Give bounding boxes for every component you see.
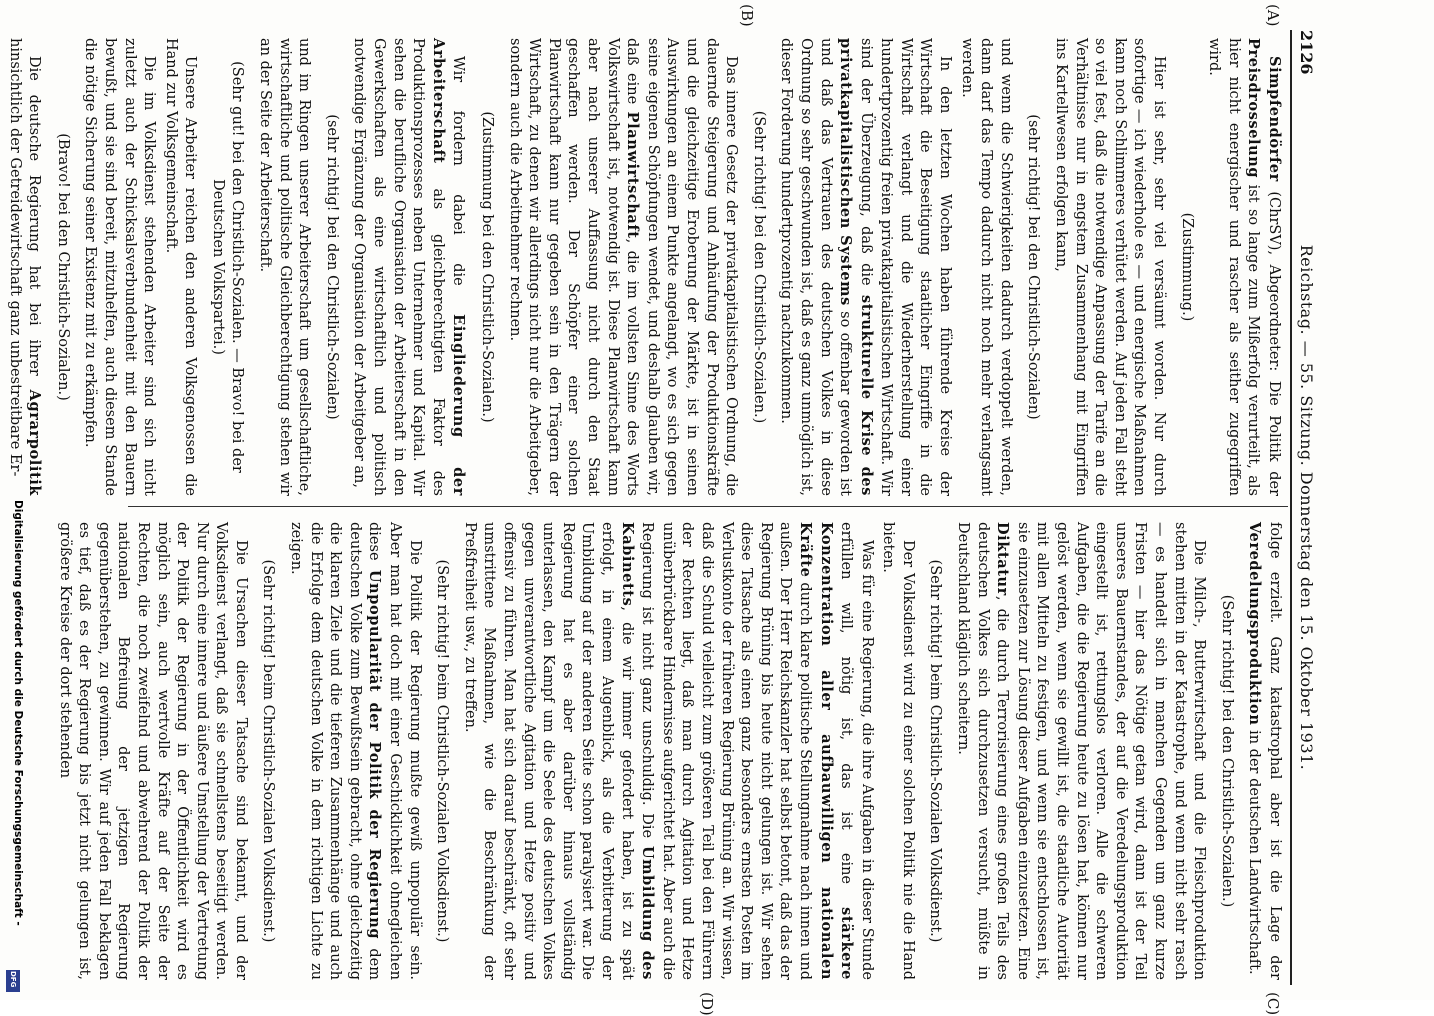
text: Was für eine Regierung, die ihre Aufgaben in dieser Stunde erfüllen will, nötig ist, das ist eine (838, 522, 875, 980)
text: , die durch Terrorisierung eines großen Teils des deutschen Volkes sich durchzusetzen versucht, müßte in Deutschland kläglich scheitern. (955, 522, 1011, 980)
interjection: (Sehr richtig! beim Christlich-Sozialen Volksdienst.) (927, 559, 944, 943)
interjection: (Sehr richtig! bei den Christlich-Sozialen.) (1218, 594, 1235, 908)
paragraph (349, 38, 469, 496)
interjection: (Bravo! bei den Christlich-Sozialen.) (54, 133, 71, 401)
interjection: (Zustimmung.) (1178, 212, 1195, 322)
text: ist so lange zum Mißerfolg verurteilt, als hier nicht energischer und rascher als seither zugegriffen wird. (1206, 38, 1262, 496)
text: Wir fordern dabei die (450, 56, 467, 315)
right-column (52, 522, 1284, 980)
text: durch klare politische Stellungnahme nach innen und außen. Der Herr Reichskanzler hat selbst betont, daß das der Regierung Brüning bis heute nicht gelungen ist. Wir sehen diese Tatsache als einen ganz besonders ernsten Posten im Verlustkonto der früheren Regierung Brüning an. Wir wissen, daß die Schuld vielleicht zum größeren Teil bei den Führern der Rechten liegt, daß man durch Agitation und Hetze unüberbrückbare Hindernisse aufgerichtet hat. Aber auch die Regierung ist nicht ganz unschuldig. Die (639, 522, 813, 980)
emphasis: Agrarpolitik (26, 389, 44, 496)
emphasis: Planwirtschaft (624, 111, 642, 239)
paragraph: und im Ringen unserer Arbeiterschaft um gesellschaftliche, wirtschaftliche und politische Gleichberechtigung stehen wir an der Seite der Arbeiterschaft. (257, 38, 313, 496)
emphasis: Unpopularität der Politik der Regierung (366, 569, 384, 940)
text: folge erzielt. Ganz katastrophal aber ist die Lage der (1267, 522, 1283, 980)
page-header (1294, 30, 1316, 985)
text: , die wir immer gefordert haben, ist zu spät erfolgt, in einem Augenblick, als die Verbitterung der Umbildung auf der anderen Seite schon paralysiert war. Die Regierung hat es aber darüber hinaus vollständig unterlassen, den Kampf um die Seele des deutschen Volkes gegen unverantwortliche Agitation und Hetze positiv und offensiv zu führen. Man hat sich darauf beschränkt, oft sehr umstrittene Maßnahmen, wie die Beschränkung der Preßfreiheit usw., zu treffen. (461, 522, 635, 980)
text: dem deutschen Volke zum Bewußtsein gebracht, ohne gleichzeitig die klaren Ziele und die tieferen Zusammenhänge und auch die Erfolge dem deutschen Volke in dem richtigen Lichte zu zeigen. (288, 522, 383, 980)
margin-mark-b: (B) (738, 4, 756, 27)
emphasis: strukturelle Krise des privatkapitalistischen Systems (837, 38, 875, 497)
interjection: (Sehr gut! bei den Christlich-Sozialen. — Bravo! bei der Deutschen Volkspartei.) (209, 61, 246, 473)
text: In den letzten Wochen haben führende Kreise der Wirtschaft die Beseitigung staatlicher Eingriffe in die Wirtschaft verlangt und die Wiederherstellung einer hundertprozentig freien privatkapitalistischen Wirtschaft. Wir sind der Überzeugung, daß die (857, 38, 954, 496)
emphasis: stärkere Konzentration aller aufbauwilligen nationalen Kräfte (796, 522, 856, 980)
footer-credit (2, 500, 28, 996)
page-title: Reichstag. — 55. Sitzung. Donnerstag den 15. Oktober 1931. (1297, 244, 1316, 771)
interjection: (Zustimmung bei den Christlich-Sozialen.) (479, 111, 496, 423)
paragraph (459, 522, 875, 980)
paragraph: Der Volksdienst wird zu einer solchen Politik nie die Hand bieten. (880, 522, 916, 980)
paragraph: Hier ist sehr, sehr viel versäumt worden. Nur durch sofortige — ich wiederhole es — und energische Maßnahmen kann noch Schlimmeres verhütet werden. Auf jeden Fall steht so viel fest, daß die notwendige Anpassung der Tarife an die Verhältnisse nur in engstem Zusammenhang mit Eingriffen ins Kartellwesen erfolgen kann, (1053, 38, 1168, 496)
text: Die Politik der Regierung mußte gewiß unpopulär sein. Aber man hat doch mit einer Geschicklichkeit ohnegleichen diese (366, 522, 423, 980)
emphasis: Veredelungsproduktion (1246, 522, 1264, 726)
left-column (2, 38, 1284, 496)
paragraph (286, 522, 424, 980)
funding-credit-text: Digitalisierung gefördert durch die Deutsche Forschungsgemeinschaft - (12, 500, 24, 926)
paragraph (1244, 522, 1284, 980)
text: als gleichberechtigten Faktor des Produktionsprozesses neben Unternehmer und Kapital. Wir sehen die berufliche Organisation der Arbeiterschaft in den Gewerkschaften als eine wirtschaftlich und politisch notwendige Ergänzung der Organisation der Arbeitgeber an, (351, 38, 446, 496)
paragraph (1204, 38, 1284, 496)
margin-mark-d: (D) (698, 992, 716, 1016)
paragraph: Unsere Arbeiter reichen den anderen Volksgenossen die Hand zur Volksgemeinschaft. (162, 38, 199, 496)
interjection: (Sehr richtig! bei den Christlich-Sozialen.) (750, 110, 767, 424)
text: in der deutschen Landwirtschaft. (1246, 725, 1263, 975)
text: Die Milch-, Butterwirtschaft und die Fleischproduktion stehen mitten in der Katastrophe, und wenn nicht sehr rasch — es handelt sich in manchen Gegenden um ganz kurze Fristen — hier das Nötige getan wird, dann ist der Teil unseres Bauernstandes, der auf die Veredelungsproduktion eingestellt ist, rettungslos verloren. Alle die schweren Aufgaben, die die Regierung heute zu lösen hat, können nur gelöst werden, wenn sie gewillt ist, die staatliche Autorität mit allen Mitteln zu festigen, und wenn sie entschlossen ist, sie einzusetzen zur Lösung dieser Aufgaben einzusetzen. Eine (1014, 522, 1208, 980)
paragraph (504, 38, 740, 496)
header-rule (1290, 30, 1292, 985)
margin-mark-a: (A) (1264, 4, 1282, 27)
text: so offenbar geworden ist und daß das Vertrauen des deutschen Volkes in diese Ordnung so sehr geschwunden ist, daß es ganz unmöglich ist, dieser Forderung hundertprozentig nachzukommen. (778, 38, 854, 496)
speaker-party: (ChrSV), Abgeordneter: (1266, 181, 1282, 372)
column-divider (128, 506, 1288, 507)
emphasis: Umbildung des Kabinetts (618, 522, 657, 981)
text: Die deutsche Regierung hat bei ihrer (26, 56, 43, 390)
paragraph: Die Ursachen dieser Tatsache sind bekannt, und der Volksdienst verlangt, daß sie schnellstens beseitigt werden. Nur durch eine innere und äußere Umstellung der Vertretung der Politik der Regierung in der Öffentlichkeit wird es möglich sein, auch wertvolle Kräfte auf der Seite der Rechten, die noch zweifelnd und abwehrend der Politik der nationalen Befreiung der jetzigen Regierung gegenüberstehen, zu gewinnen. Wir auf jeden Fall beklagen es tief, daß es der Regierung bis jetzt nicht gelungen ist, größere Kreise der dort stehenden (56, 522, 249, 980)
dfg-logo-icon (6, 970, 20, 992)
paragraph (953, 522, 1209, 980)
text: , die im vollsten Sinne des Worts Volkswirtschaft ist, notwendig ist. Diese Planwirtschaft kann aber nach unserer Auffassung nicht durch den Staat geschaffen werden. Der Schöpfer einer solchen Planwirtschaft kann nur gegeben sein in den Trägern der Wirtschaft, zu denen wir allerdings nicht nur die Arbeitgeber, sondern auch die Arbeitnehmer rechnen. (506, 38, 641, 496)
emphasis: Eingliederung der Arbeiterschaft (429, 38, 468, 496)
emphasis: Preisdrosselung (1245, 38, 1263, 179)
interjection: (Sehr richtig! beim Christlich-Sozialen Volksdienst.) (434, 559, 451, 943)
interjection: (Sehr richtig! beim Christlich-Sozialen Volksdienst.) (260, 559, 277, 943)
text: hinsichtlich der Getreidewirtschaft ganz unbestreitbare Er- (6, 38, 23, 477)
margin-mark-c: (C) (1264, 992, 1282, 1016)
page-number: 2126 (1297, 30, 1316, 75)
speaker-name: Simpfendörfer (1266, 56, 1283, 182)
paragraph (776, 38, 954, 496)
interjection: (sehr richtig! bei den Christlich-Sozialen) (1025, 114, 1042, 420)
paragraph: Die im Volksdienst stehenden Arbeiter sind sich nicht zuletzt auch der Schicksalsverbundenheit mit den Bauern bewußt, und sie sind bereit, mitzuhelfen, auch diesem Stande die nötige Sicherung seiner Existenz mit zu erkämpfen. (82, 38, 158, 496)
interjection: (sehr richtig! bei den Christlich-Sozialen) (323, 114, 340, 420)
paragraph (4, 38, 44, 496)
paragraph: und wenn die Schwierigkeiten dadurch verdoppelt werden, dann darf das Tempo dadurch nicht noch mehr verlangsamt werden. (958, 38, 1014, 496)
emphasis: Diktatur (994, 522, 1012, 596)
text: Das innere Gesetz der privatkapitalistischen Ordnung, die dauernde Steigerung und Anhäufung der Produktionskräfte und die gleichzeitige Eroberung der Märkte, ist in seinen Auswirkungen an einem Punkte angelangt, wo es sich gegen seine eigenen Schöpfungen wendet, und deshalb glauben wir, daß eine (624, 38, 740, 496)
logo-text: DFG (9, 971, 17, 988)
text: Die Politik der (1266, 380, 1282, 497)
